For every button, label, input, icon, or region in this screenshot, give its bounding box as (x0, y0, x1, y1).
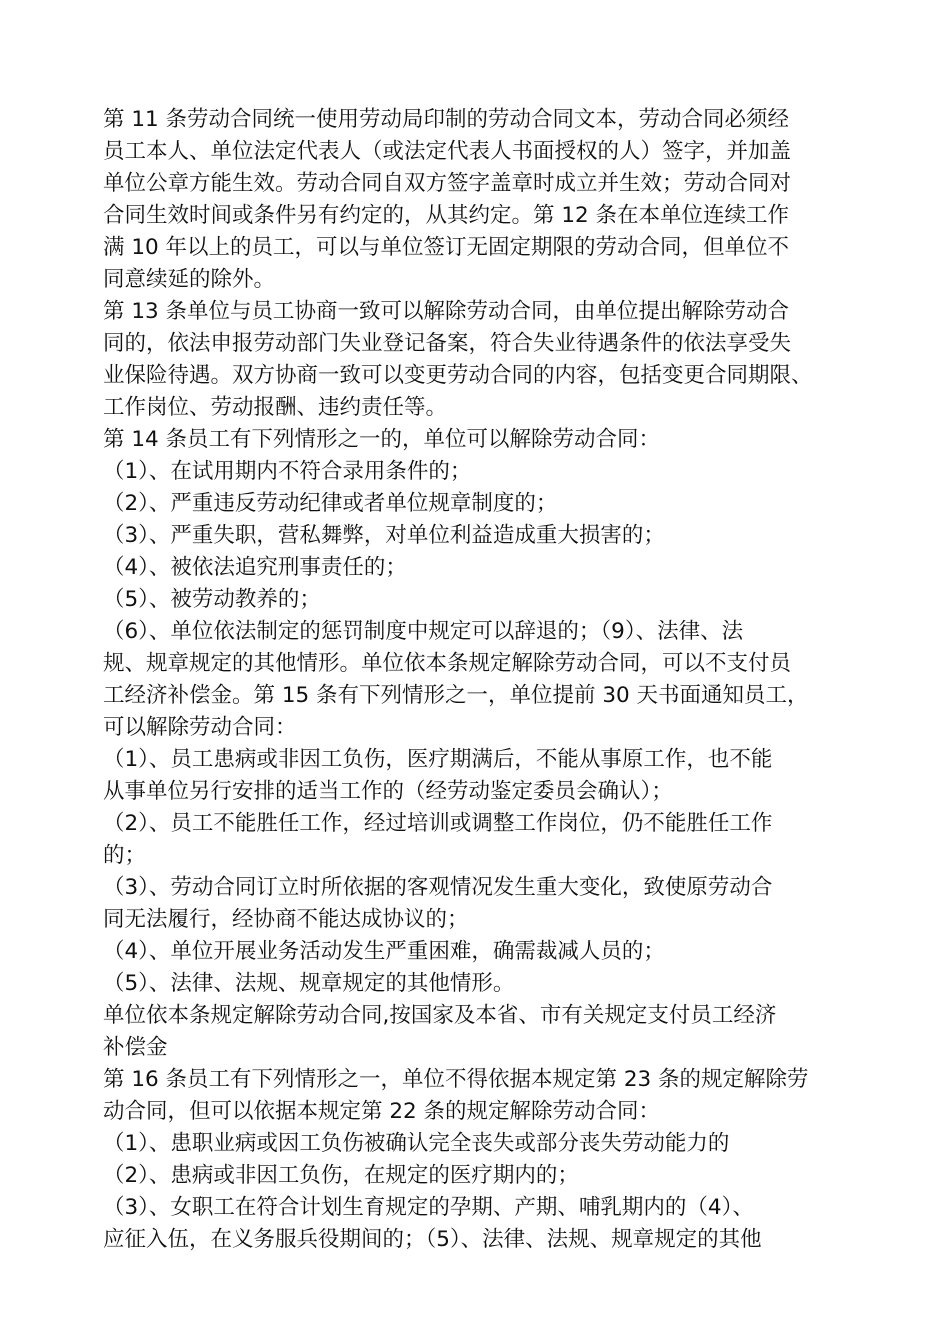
text-line: （4）、被依法追究刑事责任的； (103, 555, 407, 580)
document-body (103, 104, 883, 1256)
text-line: （2）、严重违反劳动纪律或者单位规章制度的； (103, 491, 558, 516)
text-line: 业保险待遇。双方协商一致可以变更劳动合同的内容，包括变更合同期限、 (103, 363, 813, 388)
text-line: 从事单位另行安排的适当工作的（经劳动鉴定委员会确认）； (103, 779, 673, 804)
text-line: 同的，依法申报劳动部门失业登记备案，符合失业待遇条件的依法享受失 (103, 331, 792, 356)
text-line: 应征入伍，在义务服兵役期间的；（5）、法律、法规、规章规定的其他 (103, 1227, 762, 1252)
text-line: 同意续延的除外。 (103, 267, 276, 292)
text-line: 员工本人、单位法定代表人（或法定代表人书面授权的人）签字，并加盖 (103, 139, 792, 164)
text-line: （3）、女职工在符合计划生育规定的孕期、产期、哺乳期内的（4）、 (103, 1195, 754, 1220)
text-line: 的； (103, 843, 147, 868)
text-line: 满 10 年以上的员工，可以与单位签订无固定期限的劳动合同，但单位不 (103, 235, 790, 260)
text-line: （1）、在试用期内不符合录用条件的； (103, 459, 472, 484)
text-line: 第 13 条单位与员工协商一致可以解除劳动合同，由单位提出解除劳动合 (103, 299, 790, 324)
text-line: （3）、劳动合同订立时所依据的客观情况发生重大变化，致使原劳动合 (103, 875, 773, 900)
text-line: 工经济补偿金。第 15 条有下列情形之一，单位提前 30 天书面通知员工， (103, 683, 809, 708)
text-line: 单位公章方能生效。劳动合同自双方签字盖章时成立并生效；劳动合同对 (103, 171, 792, 196)
text-line: 同无法履行，经协商不能达成协议的； (103, 907, 469, 932)
text-line: （5）、被劳动教养的； (103, 587, 321, 612)
text-line: 第 16 条员工有下列情形之一，单位不得依据本规定第 23 条的规定解除劳 (103, 1067, 809, 1092)
text-line: 可以解除劳动合同： (103, 715, 297, 740)
text-line: 第 14 条员工有下列情形之一的，单位可以解除劳动合同： (103, 427, 661, 452)
text-line: （6）、单位依法制定的惩罚制度中规定可以辞退的；（9）、法律、法 (103, 619, 744, 644)
text-line: 补偿金 (103, 1035, 168, 1060)
text-line: 规、规章规定的其他情形。单位依本条规定解除劳动合同，可以不支付员 (103, 651, 792, 676)
text-line: 单位依本条规定解除劳动合同,按国家及本省、市有关规定支付员工经济 (103, 1003, 777, 1028)
text-line: （3）、严重失职，营私舞弊，对单位利益造成重大损害的； (103, 523, 665, 548)
text-line: （5）、法律、法规、规章规定的其他情形。 (103, 971, 515, 996)
text-line: （1）、员工患病或非因工负伤，医疗期满后，不能从事原工作，也不能 (103, 747, 773, 772)
text-line: 第 11 条劳动合同统一使用劳动局印制的劳动合同文本，劳动合同必须经 (103, 107, 790, 132)
text-line: （2）、患病或非因工负伤，在规定的医疗期内的； (103, 1163, 579, 1188)
text-line: （1）、患职业病或因工负伤被确认完全丧失或部分丧失劳动能力的 (103, 1131, 730, 1156)
text-line: 动合同，但可以依据本规定第 22 条的规定解除劳动合同： (103, 1099, 661, 1124)
text-line: （2）、员工不能胜任工作，经过培训或调整工作岗位，仍不能胜任工作 (103, 811, 773, 836)
text-line: 工作岗位、劳动报酬、违约责任等。 (103, 395, 448, 420)
text-line: 合同生效时间或条件另有约定的，从其约定。第 12 条在本单位连续工作 (103, 203, 790, 228)
text-line: （4）、单位开展业务活动发生严重困难，确需裁减人员的； (103, 939, 665, 964)
